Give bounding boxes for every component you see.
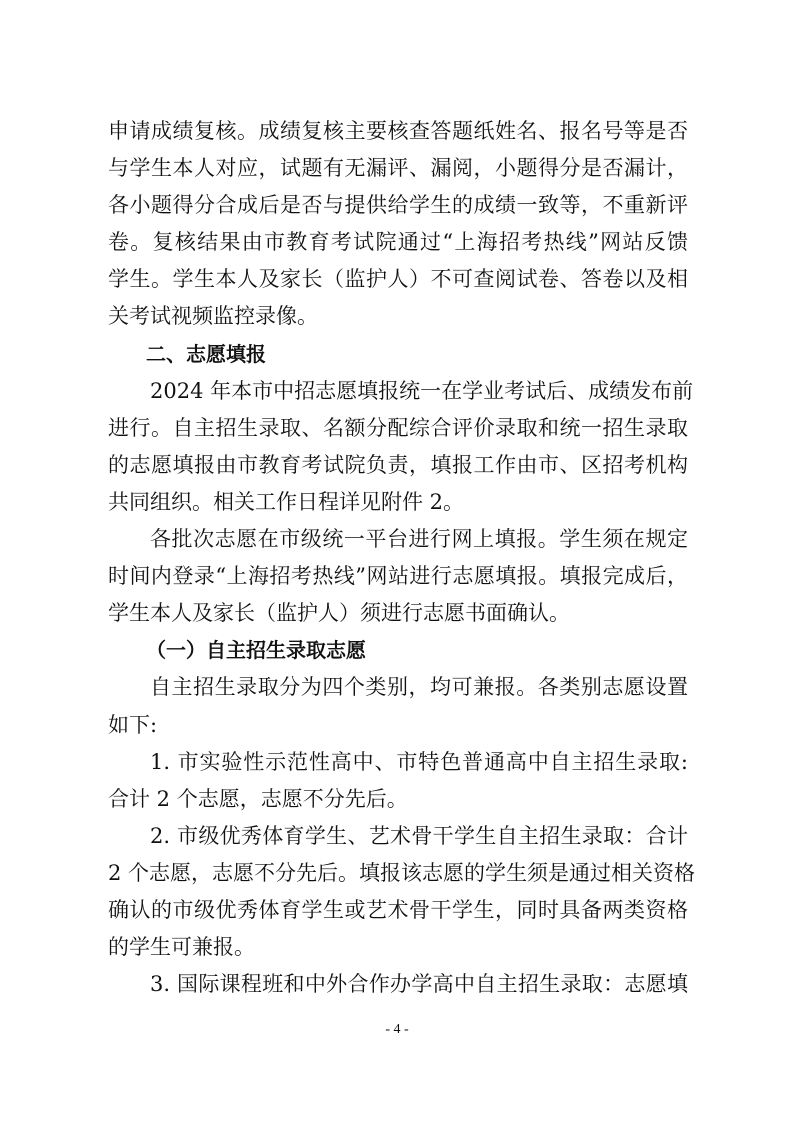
text-line: 的学生可兼报。 [108,935,255,960]
text-line: 时间内登录“上海招考热线”网站进行志愿填报。填报完成后， [108,564,688,589]
text-line: 确认的市级优秀体育学生或艺术骨干学生，同时具备两类资格 [108,897,688,922]
text-line: 自主招生录取分为四个类别，均可兼报。各类别志愿设置 [150,675,688,700]
text-line: 的志愿填报由市教育考试院负责，填报工作由市、区招考机构 [108,452,688,477]
text-line: 1. 市实验性示范性高中、市特色普通高中自主招生录取: [150,749,688,774]
text-line: 2024 年本市中招志愿填报统一在学业考试后、成绩发布前 [150,378,694,403]
text-line: 如下: [108,712,158,737]
document-body [108,113,696,1003]
text-line: 各小题得分合成后是否与提供给学生的成绩一致等，不重新评 [108,193,688,218]
text-line: 与学生本人对应，试题有无漏评、漏阅，小题得分是否漏计， [108,156,688,181]
text-line: 2 个志愿，志愿不分先后。填报该志愿的学生须是通过相关资格 [108,860,696,885]
text-line: 学生。学生本人及家长（监护人）不可查阅试卷、答卷以及相 [108,267,688,292]
text-line: 2. 市级优秀体育学生、艺术骨干学生自主招生录取：合计 [150,823,688,848]
text-line: 关考试视频监控录像。 [108,304,318,329]
text-line: 各批次志愿在市级统一平台进行网上填报。学生须在规定 [150,527,688,552]
page-number: - 4 - [385,1022,409,1037]
text-line: 合计 2 个志愿，志愿不分先后。 [108,786,408,811]
text-line: 申请成绩复核。成绩复核主要核查答题纸姓名、报名号等是否 [108,119,688,143]
text-line: 共同组织。相关工作日程详见附件 2。 [108,489,465,514]
text-line: 卷。复核结果由市教育考试院通过“上海招考热线”网站反馈 [108,230,688,255]
subsection-heading: （一）自主招生录取志愿 [146,638,366,663]
section-heading: 二、志愿填报 [146,341,266,366]
text-line: 进行。自主招生录取、名额分配综合评价录取和统一招生录取 [108,415,688,440]
text-line: 3. 国际课程班和中外合作办学高中自主招生录取：志愿填 [150,972,688,997]
text-line: 学生本人及家长（监护人）须进行志愿书面确认。 [108,601,570,626]
